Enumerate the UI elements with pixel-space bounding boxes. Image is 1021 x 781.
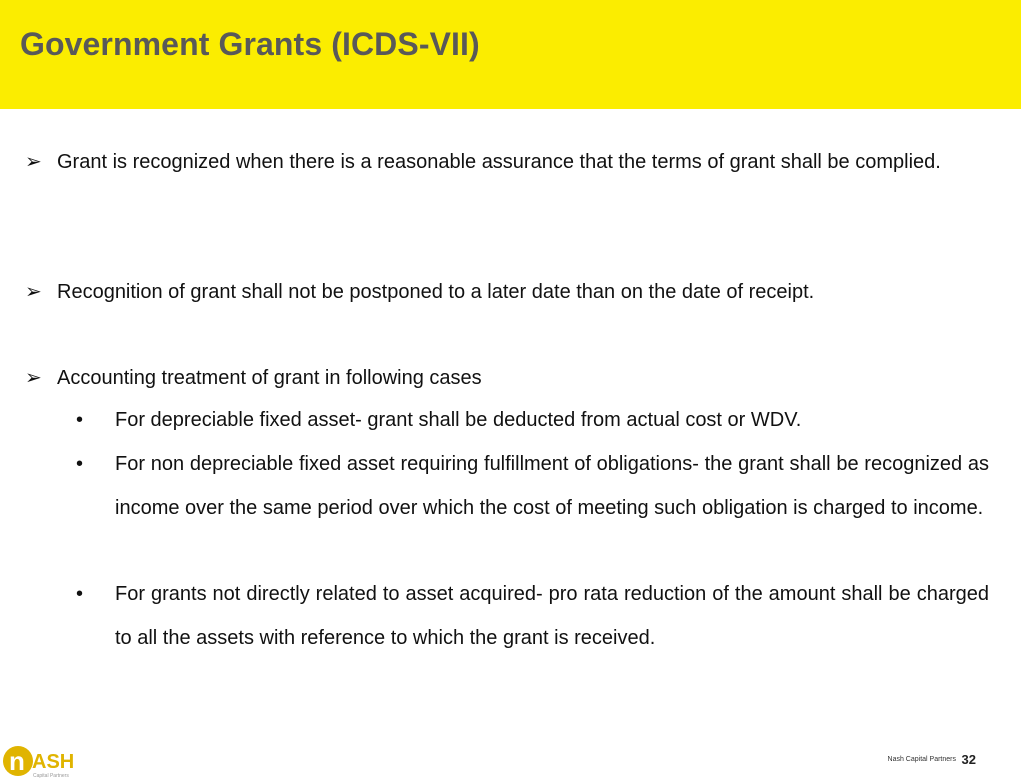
- bullet-accounting-treatment: Accounting treatment of grant in following cases: [57, 367, 482, 389]
- bullet-no-postponement: Recognition of grant shall not be postponed to a later date than on the date of receipt.: [57, 281, 815, 303]
- sub-bullet-not-asset-related: For grants not directly related to asset acquired- pro rata reduction of the amount shall be charged to all the assets with reference to which the grant is received.: [115, 583, 989, 649]
- sub-bullet-depreciable: For depreciable fixed asset- grant shall be deducted from actual cost or WDV.: [115, 409, 802, 431]
- dot-bullet-icon: •: [76, 453, 84, 475]
- bullet-grant-recognition: Grant is recognized when there is a reasonable assurance that the terms of grant shall be complied.: [57, 151, 941, 173]
- dot-bullet-icon: •: [76, 409, 84, 431]
- arrow-bullet-icon: ➢: [25, 281, 42, 303]
- nash-logo: [2, 742, 84, 780]
- svg-text:n: n: [9, 746, 25, 776]
- dot-bullet-icon: •: [76, 583, 84, 605]
- arrow-bullet-icon: ➢: [25, 367, 42, 389]
- footer-company: Nash Capital Partners: [887, 756, 956, 763]
- slide-title: Government Grants (ICDS-VII): [20, 26, 480, 62]
- page-number: 32: [961, 752, 976, 767]
- svg-text:Capital Partners: Capital Partners: [33, 773, 69, 779]
- sub-bullet-non-depreciable: For non depreciable fixed asset requiring fulfillment of obligations- the grant shall be recognized as income over the same period over which the cost of meeting such obligation is charged to income.: [115, 453, 989, 519]
- svg-text:ASH: ASH: [32, 751, 75, 773]
- arrow-bullet-icon: ➢: [25, 151, 42, 173]
